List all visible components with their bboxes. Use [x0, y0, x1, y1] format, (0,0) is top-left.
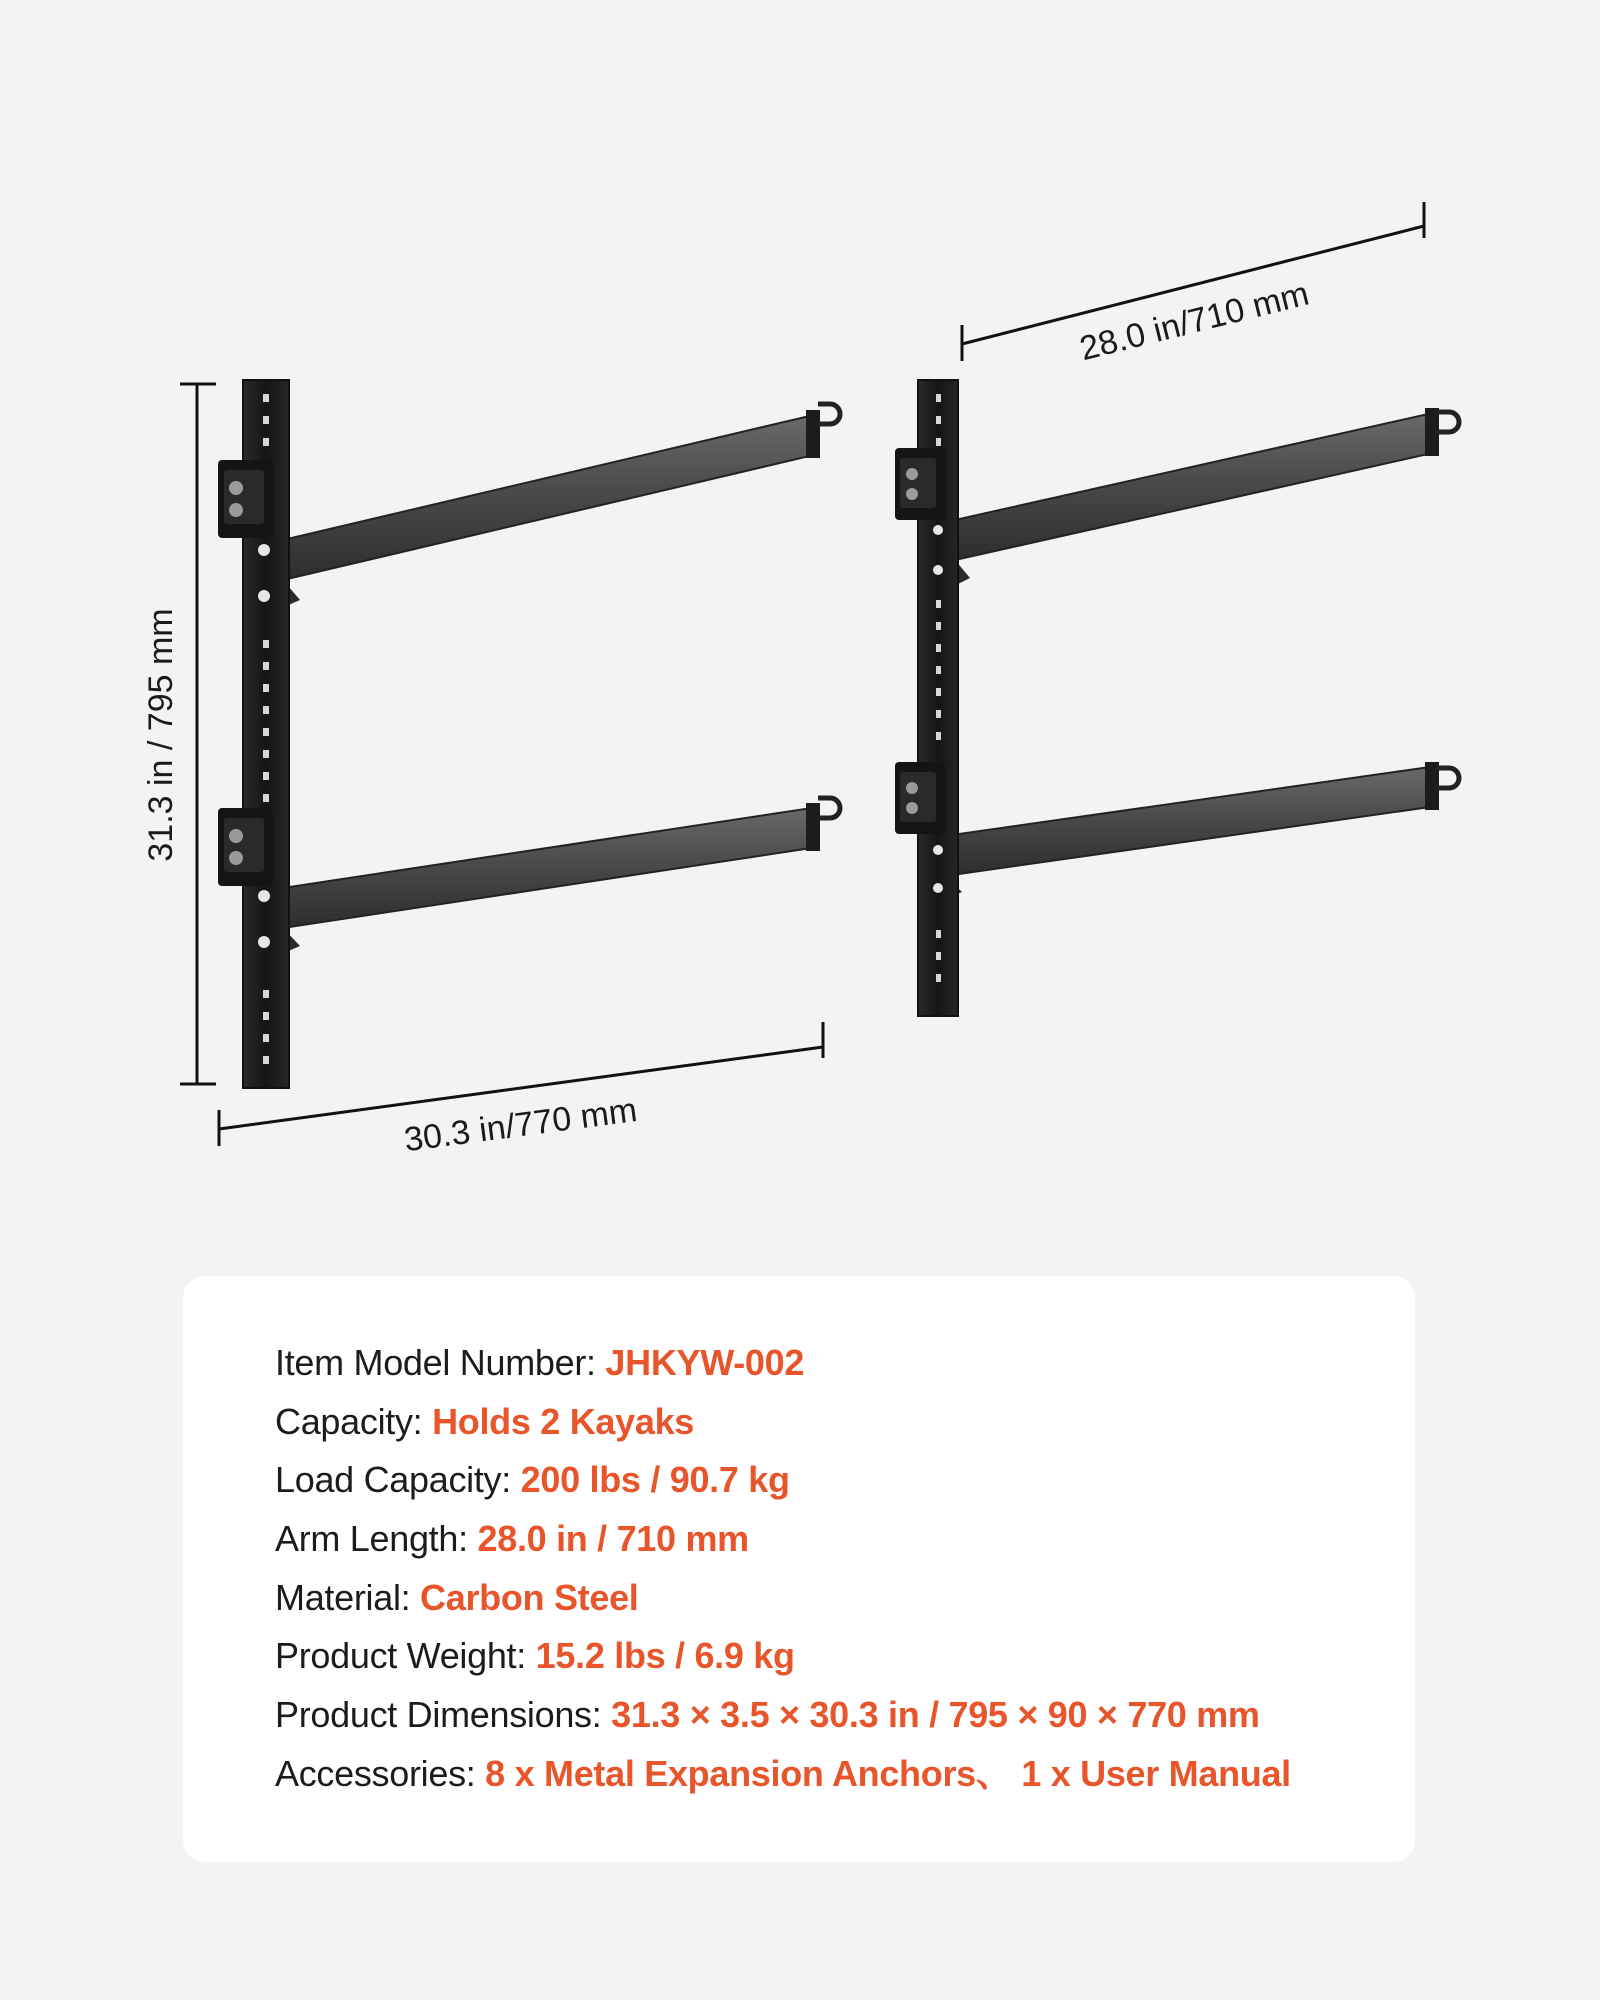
right-lower-arm [945, 762, 1459, 898]
specifications-card [183, 1276, 1415, 1862]
spec-arm-length [275, 1510, 1395, 1569]
spec-product-weight [275, 1627, 1395, 1686]
left-lower-arm [283, 798, 840, 952]
spec-label: Accessories: [275, 1752, 486, 1794]
right-upper-bracket [895, 448, 945, 520]
spec-value: Holds 2 Kayaks [432, 1400, 695, 1442]
spec-value: JHKYW-002 [605, 1342, 805, 1383]
left-rack [218, 380, 840, 1088]
height-dimension-line [180, 384, 216, 1084]
spec-label: Capacity: [275, 1400, 433, 1442]
spec-product-dimensions [275, 1686, 1395, 1745]
spec-label: Arm Length: [275, 1518, 478, 1560]
spec-capacity [275, 1393, 1395, 1452]
spec-load-capacity [275, 1451, 1395, 1510]
spec-model-number [275, 1334, 1395, 1393]
spec-value: 15.2 lbs / 6.9 kg [535, 1635, 795, 1677]
right-upper-arm [955, 408, 1459, 584]
left-upper-bracket [218, 460, 273, 538]
spec-label: Product Dimensions: [275, 1694, 612, 1736]
spec-value: Carbon Steel [420, 1576, 639, 1618]
arm-dimension-label: 28.0 in/710 mm [1076, 274, 1313, 369]
spec-list [275, 1334, 1395, 1804]
right-lower-bracket [895, 762, 945, 834]
spec-value: 200 lbs / 90.7 kg [520, 1459, 790, 1501]
spec-value: 8 x Metal Expansion Anchors、 1 x User Manual [485, 1752, 1291, 1794]
spec-accessories [275, 1745, 1395, 1804]
left-lower-bracket [218, 808, 273, 886]
spec-label: Item Model Number: [275, 1342, 606, 1383]
spec-value: 28.0 in / 710 mm [477, 1518, 749, 1560]
spec-label: Material: [275, 1576, 421, 1618]
height-dimension-label: 31.3 in / 795 mm [142, 608, 180, 862]
right-rack [895, 380, 1459, 1016]
width-dimension-label: 30.3 in/770 mm [401, 1090, 640, 1160]
spec-label: Product Weight: [275, 1635, 536, 1677]
spec-material [275, 1569, 1395, 1628]
spec-value: 31.3 × 3.5 × 30.3 in / 795 × 90 × 770 mm [611, 1694, 1260, 1736]
spec-label: Load Capacity: [275, 1459, 521, 1501]
left-upper-arm [283, 404, 840, 606]
